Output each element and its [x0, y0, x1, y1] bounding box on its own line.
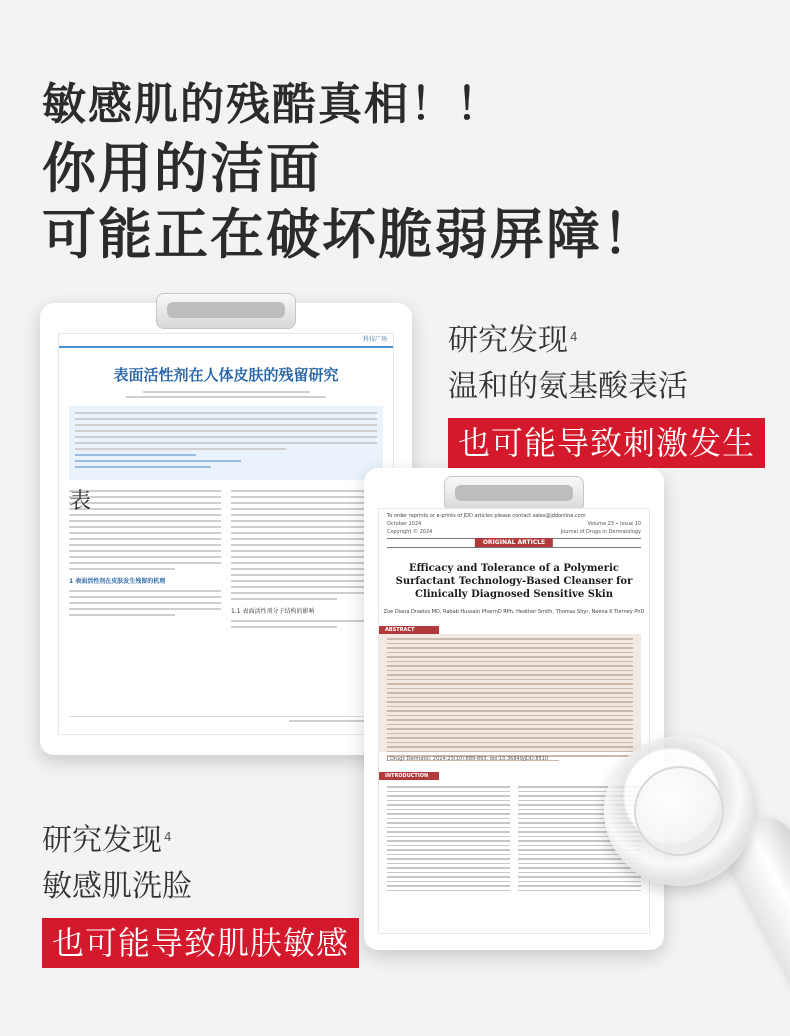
callout-tag: 也可能导致肌肤敏感: [42, 918, 359, 968]
issue-month: October 2024: [387, 521, 422, 527]
callout-label: 研究发现: [448, 323, 568, 358]
magnifying-glass-icon: [596, 730, 790, 1030]
paper-abstract: [69, 406, 383, 480]
dropcap: 表: [69, 489, 92, 514]
subsection-heading: 1.1 表面活性剂分子结构的影响: [231, 608, 315, 615]
reference-number: 4: [570, 330, 578, 344]
callout-research: [448, 318, 765, 468]
headline-line-1: 敏感肌的残酷真相！！: [42, 79, 502, 130]
copyright: Copyright © 2024: [387, 529, 433, 535]
paper-authors-line: [59, 391, 393, 393]
paper-body: [69, 490, 383, 632]
abstract-heading: ABSTRACT: [379, 626, 439, 634]
clipboard-chinese-paper: [40, 303, 412, 755]
paper-affiliation-line: [59, 396, 393, 398]
paper-title: 表面活性剂在人体皮肤的残留研究: [113, 366, 339, 384]
original-article-badge: ORIGINAL ARTICLE: [475, 538, 553, 547]
paper-footer: [69, 716, 383, 726]
callout-wash: [42, 818, 359, 968]
paper-authors: Zoe Diana Draelos MD, Rabab Hussain PharmD RPh, Heather Smith, Thomas Shyr, Neena K Tierney PhD: [383, 609, 645, 615]
callout-label: 研究发现: [42, 823, 162, 858]
headline-line-3: 可能正在破坏脆弱屏障！: [42, 203, 658, 266]
clipboard-clip: [444, 476, 584, 512]
clipboard-clip: [156, 293, 296, 329]
chinese-paper: [58, 333, 394, 735]
section-heading: 1 表面活性剂在皮肤发生残留的机理: [69, 578, 166, 585]
paper-title: Efficacy and Tolerance of a Polymeric Surfactant Technology-Based Cleanser for Clinically Diagnosed Sensitive Skin: [395, 563, 633, 600]
journal-name: Journal of Drugs in Dermatology: [560, 529, 641, 535]
citation: J Drugs Dermatol. 2024;23(10):889-893. doi:10.36849/JDD.8510: [387, 756, 549, 762]
reprint-note: To order reprints or e-prints of JDD articles please contact sales@jddonline.com: [387, 513, 586, 519]
magnifier-lens: [634, 766, 724, 856]
introduction-heading: INTRODUCTION: [379, 772, 439, 780]
callout-text: 温和的氨基酸表活: [448, 369, 688, 404]
paper-header: 科技广场: [59, 334, 393, 348]
headline: [42, 74, 658, 268]
headline-line-2: 你用的洁面: [42, 137, 322, 200]
callout-text: 敏感肌洗脸: [42, 869, 192, 904]
issue-volume: Volume 23 • Issue 10: [587, 521, 641, 527]
callout-tag: 也可能导致刺激发生: [448, 418, 765, 468]
reference-number: 4: [164, 830, 172, 844]
